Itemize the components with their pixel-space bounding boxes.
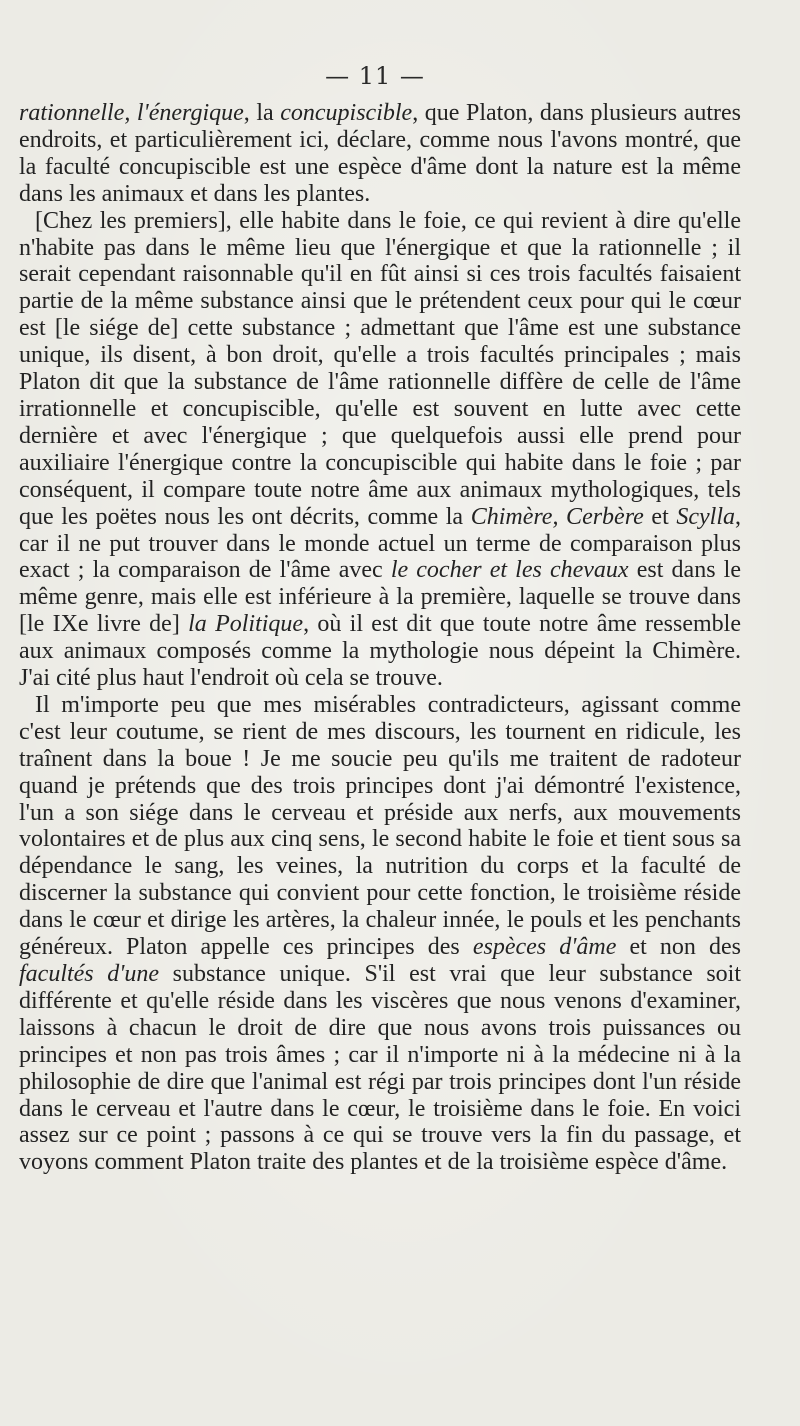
- text-span-italic: facultés d'une: [19, 961, 160, 987]
- text-span: est dans le même genre, mais elle est inférieure à la première, laquelle se trouve dans [le IXe livre de]: [19, 557, 741, 638]
- text-span-italic: rationnelle,: [19, 100, 137, 126]
- text-span-italic: l'énergique: [136, 100, 244, 126]
- text-span: Il m'importe peu que mes misérables contradicteurs, agissant comme c'est leur coutume, se rient de mes discours, les tournent en ridicule, les traînent dans la boue ! Je me soucie peu qu'ils me traitent de radoteur quand je prétends que des trois principes dont j'ai démontré l'existence, l'un a son siége dans le cerveau et préside aux nerfs, aux mouvements volontaires et de plus aux cinq sens, le second habite le foie et tient sous sa dépendance le sang, les veines, la nutrition du corps et la faculté de discerner la substance qui convient pour cette fonction, le troisième réside dans le cœur et dirige les artères, la chaleur innée, le pouls et les penchants généreux. Platon appelle ces principes des: [19, 691, 741, 961]
- text-span: [Chez les premiers], elle habite dans le foie, ce qui revient à dire qu'elle n'habite pas dans le même lieu que l'énergique et que la rationnelle ; il serait cependant raisonnable qu'il en fût ainsi si ces trois facultés faisaient partie de la même substance ainsi que le prétendent ceux pour qui le cœur est [le siége de] cette substance ; admettant que l'âme est une substance unique, ils disent, à bon droit, qu'elle a trois facultés principales ; mais Platon dit que la substance de l'âme rationnelle diffère de celle de l'âme irrationnelle et concupiscible, qu'elle est souvent en lutte avec cette dernière et avec l'énergique ; que quelquefois aussi elle prend pour auxiliaire l'énergique contre la concupiscible qui habite dans le foie ; par conséquent, il compare toute notre âme aux animaux mythologiques, tels que les poëtes nous les ont décrits, comme la: [19, 207, 741, 530]
- text-span: et: [643, 503, 677, 530]
- text-span-italic: Scylla: [676, 503, 735, 530]
- text-span-italic: le cocher et les chevaux: [390, 557, 629, 584]
- paragraph: [19, 208, 741, 692]
- page-number: — 11 —: [325, 62, 425, 90]
- text-span: , où il est dit que toute notre âme ressemble aux animaux composés comme la mythologie nous dépeint la Chimère. J'ai cité plus haut l'endroit où cela se trouve.: [19, 611, 741, 692]
- paragraph: [19, 692, 741, 1176]
- text-span-italic: espèces d'âme: [472, 934, 617, 961]
- text-span-italic: la Politique: [188, 611, 304, 638]
- body-text: [19, 100, 741, 1176]
- text-span-italic: concupiscible: [280, 100, 413, 126]
- text-span: substance unique. S'il est vrai que leur substance soit différente et qu'elle réside dans les viscères que nous venons d'examiner, laissons à chacun le droit de dire que nous avons trois puissances ou principes et non pas trois âmes ; car il n'importe ni à la médecine ni à la philosophie de dire que l'animal est régi par trois principes dont l'un réside dans le cerveau et l'autre dans le cœur, le troisième dans le foie. En voici assez sur ce point ; passons à ce qui se trouve vers la fin du passage, et voyons comment Platon traite des plantes et de la troisième espèce d'âme.: [19, 961, 741, 1176]
- paragraph: [19, 100, 741, 208]
- text-span: , la: [243, 100, 281, 126]
- text-span: et non des: [616, 934, 741, 961]
- text-span-italic: Chimère, Cerbère: [470, 503, 644, 530]
- text-span: , que Platon, dans plusieurs autres endroits, et particulièrement ici, déclare, comme nous l'avons montré, que la faculté concupiscible est une espèce d'âme dont la nature est la même dans les animaux et dans les plantes.: [19, 100, 741, 207]
- text-span: , car il ne put trouver dans le monde actuel un terme de comparaison plus exact ; la comparaison de l'âme avec: [19, 503, 741, 584]
